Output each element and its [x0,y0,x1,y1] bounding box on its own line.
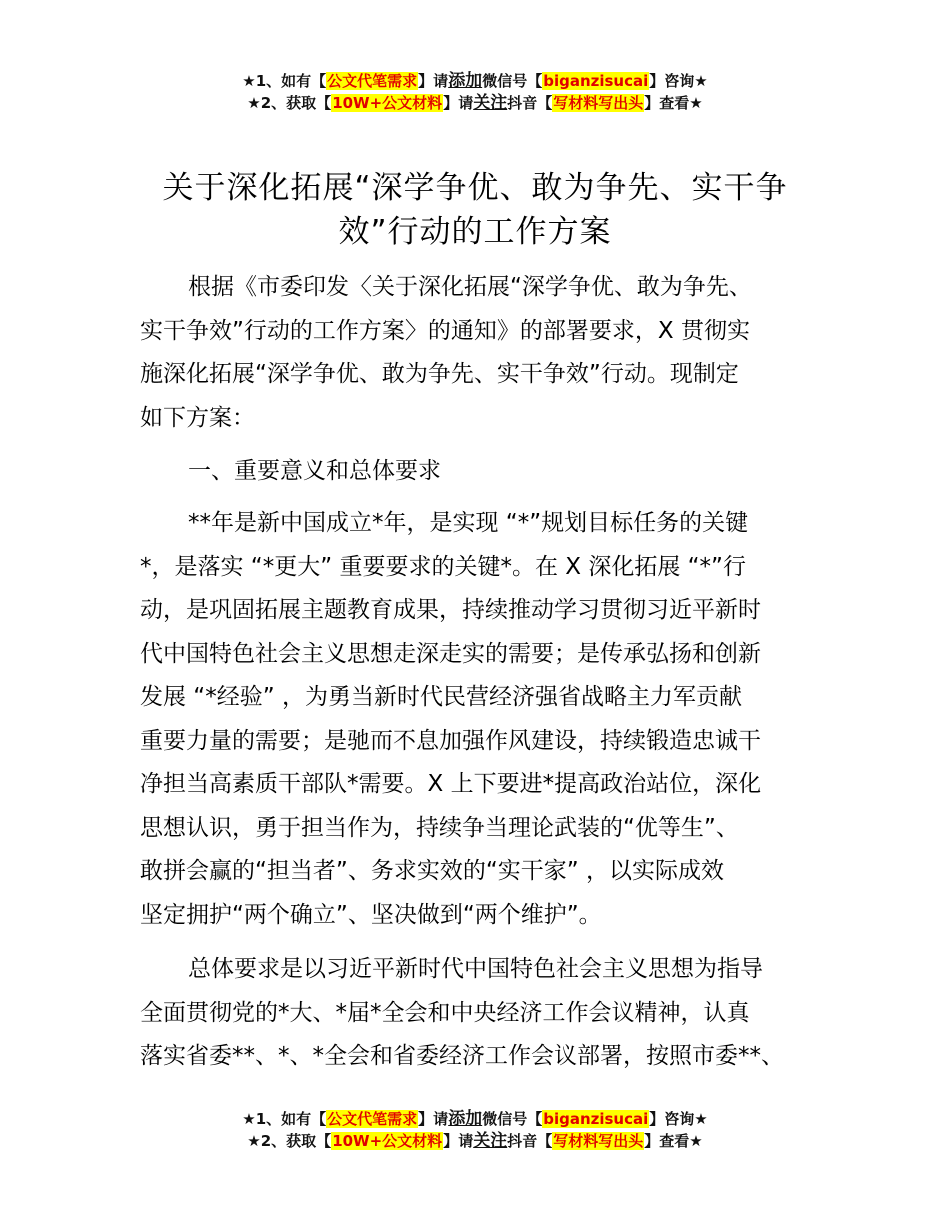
text-line: 根据《市委印发〈关于深化拓展“深学争优、敢为争先、 [188,274,752,300]
banner-text: 抖音【 [507,94,553,112]
banner-highlight: 公文代笔需求 [327,1110,418,1128]
text-line: 敢拼会赢的“担当者”、务求实效的“实干家” ，以实际成效 [140,858,724,884]
text-line: 发展 “*经验” ，为勇当新时代民营经济强省战略主力军贡献 [140,684,742,710]
text-line: 落实省委**、*、*全会和省委经济工作会议部署，按照市委**、 [140,1043,784,1069]
banner-highlight: 10W+公文材料 [332,94,443,112]
text-line: 净担当高素质干部队*需要。X 上下要进*提高政治站位，深化 [140,771,762,797]
banner-text: 微信号【 [482,72,543,90]
banner-highlight: biganzisucai [543,1110,649,1128]
text-line: 实干争效”行动的工作方案〉的通知》的部署要求，X 贯彻实 [140,317,750,344]
text-line: *，是落实 “*更大” 重要要求的关键*。在 X 深化拓展 “*”行 [140,553,746,580]
banner-highlight: biganzisucai [543,72,649,90]
banner-text: 】咨询★ [649,1110,708,1128]
banner-text: 微信号【 [482,1110,543,1128]
banner-underline: 关注 [473,1131,508,1151]
banner-highlight: 写材料写出头 [553,94,644,112]
banner-line-2 [0,92,950,114]
banner-line-1 [0,1108,950,1130]
banner-text: 】请 [418,72,449,90]
banner-text: 】请 [443,94,474,112]
title-line: 效”行动的工作方案 [338,214,612,250]
text-line: 如下方案： [140,404,255,431]
text-line: 代中国特色社会主义思想走深走实的需要；是传承弘扬和创新 [140,640,761,667]
banner-text: 】查看★ [644,94,703,112]
banner-highlight: 写材料写出头 [553,1132,644,1150]
banner-highlight: 10W+公文材料 [332,1132,443,1150]
banner-underline: 添加 [448,1109,483,1129]
text-line: 重要力量的需要；是驰而不息加强作风建设，持续锻造忠诚干 [140,727,761,754]
banner-text: ★1、如有【 [242,1110,327,1128]
banner-text: 】查看★ [644,1132,703,1150]
header-banner [0,70,950,114]
banner-highlight: 公文代笔需求 [327,72,418,90]
banner-underline: 关注 [473,93,508,113]
text-line: **年是新中国成立*年，是实现 “*”规划目标任务的关键 [188,510,749,536]
banner-text: 】请 [443,1132,474,1150]
banner-text: 】咨询★ [649,72,708,90]
banner-underline: 添加 [448,71,483,91]
banner-line-2 [0,1130,950,1152]
banner-text: ★1、如有【 [242,72,327,90]
banner-text: 】请 [418,1110,449,1128]
paragraph-intro [140,266,820,440]
paragraph-requirements [140,948,820,1079]
text-line: 施深化拓展“深学争优、敢为争先、实干争效”行动。现制定 [140,361,739,387]
heading-text: 一、重要意义和总体要求 [188,458,441,484]
text-line: 思想认识，勇于担当作为，持续争当理论武装的“优等生”、 [140,814,739,841]
title-line: 关于深化拓展“深学争优、敢为争先、实干争 [162,170,788,206]
section-heading [140,450,820,494]
text-line: 总体要求是以习近平新时代中国特色社会主义思想为指导 [188,956,763,982]
banner-text: ★2、获取【 [247,1132,332,1150]
document-title [140,166,810,254]
text-line: 坚定拥护“两个确立”、坚决做到“两个维护”。 [140,901,602,928]
banner-text: 抖音【 [507,1132,553,1150]
banner-text: ★2、获取【 [247,94,332,112]
paragraph-significance [140,502,820,937]
banner-line-1 [0,70,950,92]
text-line: 全面贯彻党的*大、*届*全会和中央经济工作会议精神，认真 [140,999,750,1026]
text-line: 动，是巩固拓展主题教育成果，持续推动学习贯彻习近平新时 [140,597,761,623]
footer-banner [0,1108,950,1152]
